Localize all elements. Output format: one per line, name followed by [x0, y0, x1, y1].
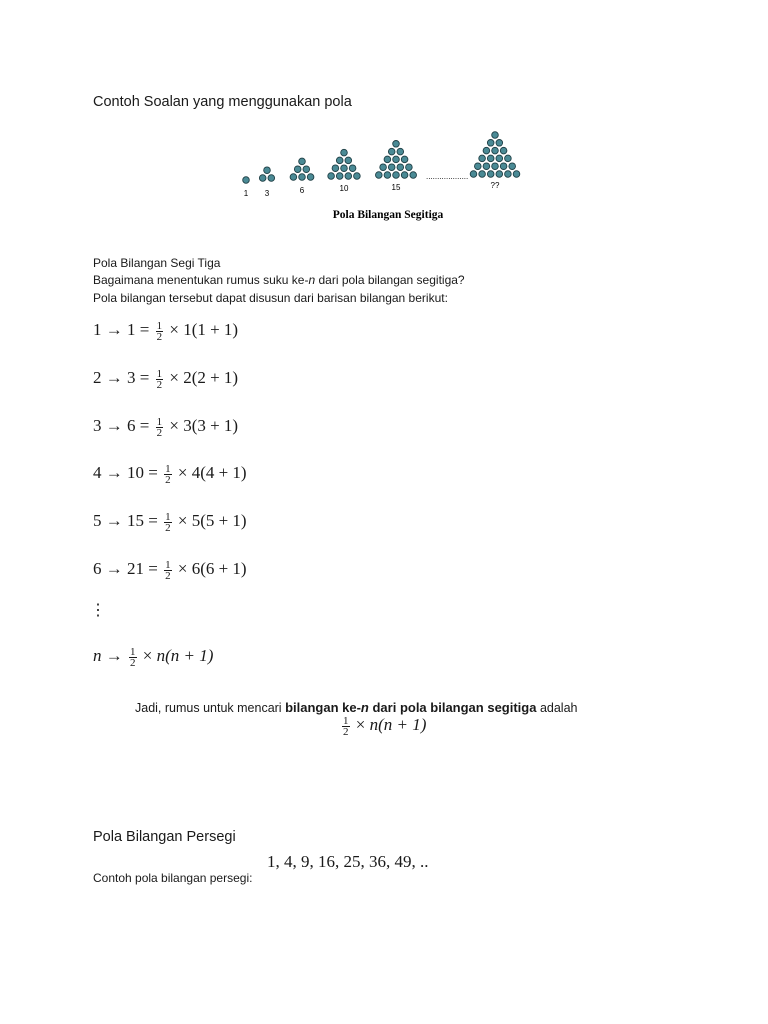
section-heading-persegi: Pola Bilangan Persegi — [93, 829, 236, 845]
pattern-dot — [332, 165, 339, 172]
eq-t: 21 — [127, 559, 144, 578]
equation-row: 1 → 1 = $\frac{1}{2}$ × 1(1 + 1) — [93, 319, 239, 343]
pattern-dot — [243, 177, 250, 184]
pattern-dot — [500, 147, 507, 154]
figure-label-6: 6 — [299, 186, 305, 195]
eq-n: 5 — [93, 511, 102, 530]
section-heading-segitiga: Pola Bilangan Segi Tiga — [93, 256, 221, 270]
eq-n: 4 — [93, 463, 102, 482]
pattern-dot — [492, 132, 499, 139]
pattern-dot — [328, 173, 335, 180]
pattern-dot — [487, 155, 494, 162]
vertical-ellipsis: ⋮ — [90, 602, 106, 619]
square-sequence: 1, 4, 9, 16, 25, 36, 49, .. — [267, 852, 429, 871]
pattern-dot — [496, 155, 503, 162]
pattern-dot — [401, 156, 408, 163]
figure-ellipsis: ................... — [426, 172, 469, 181]
pattern-dot — [268, 175, 275, 182]
pattern-dot — [492, 147, 499, 154]
eq-t: 1 — [127, 320, 136, 339]
fraction-half: $\frac{1}{2}$ — [165, 462, 171, 486]
eq-expr: 5(5 + 1) — [191, 511, 247, 530]
eq-expr: 4(4 + 1) — [191, 463, 247, 482]
pattern-dot — [513, 171, 520, 178]
intro-line: Pola bilangan tersebut dapat disusun dari barisan bilangan berikut: — [93, 291, 448, 305]
pattern-dot — [496, 140, 503, 147]
pattern-dot — [487, 140, 494, 147]
equation-row: 4 → 10 = $\frac{1}{2}$ × 4(4 + 1) — [93, 462, 247, 486]
equation-row: 2 → 3 = $\frac{1}{2}$ × 2(2 + 1) — [93, 367, 239, 391]
pattern-dot — [388, 148, 395, 155]
pattern-dot — [505, 171, 512, 178]
pattern-dot — [307, 174, 314, 181]
eq-expr: 3(3 + 1) — [183, 416, 239, 435]
pattern-dot — [259, 175, 266, 182]
fraction-half: $\frac{1}{2}$ — [156, 319, 163, 343]
pattern-dot — [290, 174, 297, 181]
conclusion-bold-var: n — [360, 700, 369, 715]
pattern-dot — [505, 155, 512, 162]
conclusion-line — [135, 700, 577, 716]
eq-t: 6 — [127, 416, 136, 435]
general-formula: n → $\frac{1}{2}$ × n(n + 1) — [93, 645, 214, 669]
pattern-dot — [393, 156, 400, 163]
pattern-dot — [470, 171, 477, 178]
pattern-dot — [341, 165, 348, 172]
eq-n: 6 — [93, 559, 102, 578]
pattern-dot — [345, 173, 352, 180]
figure-label-10: 10 — [339, 184, 349, 193]
equation-row: 5 → 15 = $\frac{1}{2}$ × 5(5 + 1) — [93, 510, 247, 534]
pattern-dot — [492, 163, 499, 170]
fraction-half: $\frac{1}{2}$ — [156, 415, 163, 439]
pattern-dot — [483, 147, 490, 154]
fraction-half: $\frac{1}{2}$ — [165, 510, 171, 534]
pattern-dot — [500, 163, 507, 170]
figure-label-15: 15 — [391, 183, 401, 192]
general-lhs: n — [93, 646, 102, 665]
pattern-dot — [397, 148, 404, 155]
question-text-post: dari pola bilangan segitiga? — [315, 273, 465, 287]
figure-caption: Pola Bilangan Segitiga — [332, 209, 444, 221]
equation-row: 6 → 21 = $\frac{1}{2}$ × 6(6 + 1) — [93, 558, 247, 582]
dot-patterns — [243, 132, 520, 184]
pattern-dot — [509, 163, 516, 170]
pattern-dot — [264, 167, 271, 174]
pattern-dot — [376, 172, 383, 179]
pattern-dot — [393, 141, 400, 148]
conclusion-pre: Jadi, rumus untuk mencari — [135, 701, 286, 715]
example-line: Contoh pola bilangan persegi: — [93, 871, 253, 885]
equation-row: 3 → 6 = $\frac{1}{2}$ × 3(3 + 1) — [93, 415, 239, 439]
conclusion-formula-text: n(n + 1) — [369, 715, 427, 734]
pattern-dot — [479, 171, 486, 178]
pattern-dot — [401, 172, 408, 179]
figure-label-1: 1 — [243, 189, 249, 198]
question-text-pre: Bagaimana menentukan rumus suku ke- — [93, 273, 309, 287]
pattern-dot — [410, 172, 417, 179]
pattern-dot — [380, 164, 387, 171]
eq-t: 15 — [127, 511, 144, 530]
page-title: Contoh Soalan yang menggunakan pola — [93, 94, 352, 110]
eq-n: 1 — [93, 320, 102, 339]
eq-expr: 2(2 + 1) — [183, 368, 239, 387]
eq-n: 3 — [93, 416, 102, 435]
pattern-dot — [341, 149, 348, 156]
pattern-dot — [336, 173, 343, 180]
eq-expr: 1(1 + 1) — [183, 320, 239, 339]
pattern-dot — [487, 171, 494, 178]
conclusion-bold-1: bilangan ke- — [285, 700, 361, 715]
pattern-dot — [397, 164, 404, 171]
pattern-dot — [406, 164, 413, 171]
pattern-dot — [388, 164, 395, 171]
conclusion-formula: $\frac{1}{2}$ × n(n + 1) — [343, 714, 427, 738]
pattern-dot — [479, 155, 486, 162]
pattern-dot — [299, 158, 306, 165]
eq-t: 10 — [127, 463, 144, 482]
fraction-half: $\frac{1}{2}$ — [156, 367, 163, 391]
pattern-dot — [483, 163, 490, 170]
pattern-dot — [303, 166, 310, 173]
figure-label-3: 3 — [264, 189, 270, 198]
eq-n: 2 — [93, 368, 102, 387]
triangle-pattern-figure — [235, 122, 535, 227]
pattern-dot — [496, 171, 503, 178]
pattern-dot — [349, 165, 356, 172]
conclusion-post: adalah — [536, 701, 578, 715]
fraction-half: $\frac{1}{2}$ — [130, 645, 136, 669]
fraction-half: $\frac{1}{2}$ — [343, 714, 349, 738]
question-variable: n — [308, 273, 316, 287]
figure-label-unknown: ?? — [490, 181, 500, 190]
pattern-dot — [354, 173, 361, 180]
pattern-dot — [336, 157, 343, 164]
pattern-dot — [475, 163, 482, 170]
eq-t: 3 — [127, 368, 136, 387]
pattern-dot — [384, 172, 391, 179]
eq-expr: 6(6 + 1) — [191, 559, 247, 578]
question-line — [93, 272, 465, 288]
pattern-dot — [294, 166, 301, 173]
pattern-dot — [393, 172, 400, 179]
general-rhs: n(n + 1) — [156, 646, 214, 665]
pattern-dot — [384, 156, 391, 163]
pattern-dot — [345, 157, 352, 164]
conclusion-bold-2: dari pola bilangan segitiga — [368, 700, 537, 715]
fraction-half: $\frac{1}{2}$ — [165, 558, 171, 582]
pattern-dot — [299, 174, 306, 181]
